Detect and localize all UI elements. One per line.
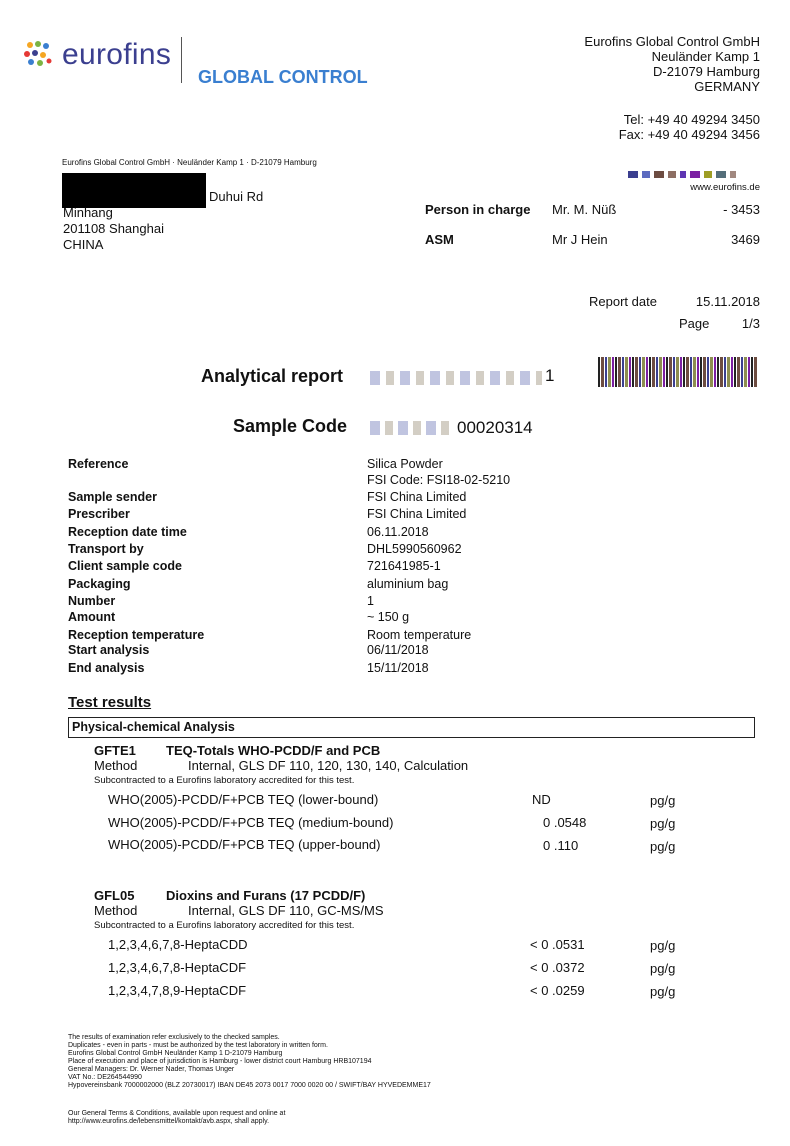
footer-line: VAT No.: DE264544990 <box>68 1074 142 1081</box>
result-value: < 0 .0372 <box>530 960 585 975</box>
test-code: GFTE1 <box>94 743 136 758</box>
field-label: Reference <box>68 457 129 471</box>
footer-legal <box>68 1034 431 1090</box>
method-label: Method <box>94 758 138 773</box>
company-country: GERMANY <box>694 79 760 94</box>
result-value: 0 .110 <box>543 838 579 853</box>
subcontract-note: Subcontracted to a Eurofins laboratory accredited for this test. <box>94 920 355 931</box>
field-value: 15/11/2018 <box>367 661 429 675</box>
field-row <box>68 610 768 626</box>
field-value: 721641985-1 <box>367 559 441 573</box>
asm-ext: 3469 <box>731 232 760 247</box>
sample-code-tail: 00020314 <box>457 418 533 437</box>
blurred-report-number <box>370 371 542 385</box>
test-results-heading: Test results <box>68 694 152 711</box>
result-name: WHO(2005)-PCDD/F+PCB TEQ (lower-bound) <box>108 792 379 807</box>
method-value: Internal, GLS DF 110, 120, 130, 140, Calculation <box>188 758 469 773</box>
subcontract-note: Subcontracted to a Eurofins laboratory accredited for this test. <box>94 775 355 786</box>
result-unit: pg/g <box>650 938 676 953</box>
asm-label: ASM <box>425 232 454 247</box>
recipient-country: CHINA <box>63 237 104 252</box>
field-row <box>68 457 768 473</box>
field-label: Reception date time <box>68 525 187 539</box>
result-unit: pg/g <box>650 793 676 808</box>
field-value: ~ 150 g <box>367 610 410 624</box>
logo-subtitle: GLOBAL CONTROL <box>198 67 368 87</box>
asm-name: Mr J Hein <box>552 232 608 247</box>
field-label: Amount <box>68 610 116 624</box>
field-value: Room temperature <box>367 628 472 642</box>
result-value: ND <box>532 792 551 807</box>
field-row <box>68 643 768 659</box>
footer-terms-link[interactable]: http://www.eurofins.de/lebensmittel/kontakt/avb.aspx, shall apply. <box>68 1118 270 1125</box>
footer-line: Hypovereinsbank 7000002000 (BLZ 20730017) IBAN DE45 2073 0017 7000 0020 00 / SWIFT/BAY HYVEDEMME17 <box>68 1082 431 1089</box>
person-in-charge-name: Mr. M. Nüß <box>552 202 617 217</box>
field-label: Sample sender <box>68 490 157 504</box>
test-code: GFL05 <box>94 888 135 903</box>
sample-code-title: Sample Code <box>233 416 348 436</box>
field-value: 1 <box>367 594 374 608</box>
company-name: Eurofins Global Control GmbH <box>584 34 760 49</box>
result-unit: pg/g <box>650 961 676 976</box>
field-value: aluminium bag <box>367 577 449 591</box>
result-value: < 0 .0259 <box>530 983 585 998</box>
result-unit: pg/g <box>650 984 676 999</box>
field-label: End analysis <box>68 661 145 675</box>
result-name: 1,2,3,4,6,7,8-HeptaCDD <box>108 937 248 952</box>
result-name: 1,2,3,4,7,8,9-HeptaCDF <box>108 983 247 998</box>
field-label: Number <box>68 594 116 608</box>
result-name: 1,2,3,4,6,7,8-HeptaCDF <box>108 960 247 975</box>
field-row <box>68 594 768 610</box>
company-fax: Fax: +49 40 49294 3456 <box>618 127 760 142</box>
field-value: FSI Code: FSI18-02-5210 <box>367 473 511 487</box>
page-label: Page <box>679 316 710 331</box>
analytical-report-title: Analytical report <box>201 366 344 386</box>
field-row <box>68 507 768 523</box>
field-label: Packaging <box>68 577 131 591</box>
result-name: WHO(2005)-PCDD/F+PCB TEQ (medium-bound) <box>108 815 394 830</box>
blurred-sample-code <box>370 421 454 435</box>
field-value: 06.11.2018 <box>367 525 429 539</box>
company-tel: Tel: +49 40 49294 3450 <box>623 112 760 127</box>
field-label: Prescriber <box>68 507 130 521</box>
result-unit: pg/g <box>650 816 676 831</box>
color-stripe-icon <box>628 165 758 172</box>
recipient-street: Duhui Rd <box>209 189 264 204</box>
footer-line: Duplicates - even in parts - must be authorized by the test laboratory in written form. <box>68 1042 328 1049</box>
section-header <box>68 717 755 738</box>
method-label: Method <box>94 903 138 918</box>
field-label: Reception temperature <box>68 628 205 642</box>
footer-terms <box>68 1110 285 1126</box>
footer-line: The results of examination refer exclusively to the checked samples. <box>68 1034 280 1041</box>
person-in-charge-ext: - 3453 <box>723 202 760 217</box>
company-address <box>584 34 760 142</box>
field-value: FSI China Limited <box>367 490 467 504</box>
website: www.eurofins.de <box>690 182 760 193</box>
logo-divider <box>181 37 182 83</box>
company-city: D-21079 Hamburg <box>653 64 760 79</box>
field-row <box>68 628 768 644</box>
report-date-label: Report date <box>589 294 657 309</box>
result-value: 0 .0548 <box>543 815 587 830</box>
redacted-block <box>62 173 206 208</box>
method-value: Internal, GLS DF 110, GC-MS/MS <box>188 903 384 918</box>
field-row <box>68 473 768 489</box>
field-row <box>68 490 768 506</box>
footer-line: Eurofins Global Control GmbH Neuländer Kamp 1 D-21079 Hamburg <box>68 1050 283 1057</box>
page-value: 1/3 <box>741 316 760 331</box>
person-in-charge-label: Person in charge <box>425 202 531 217</box>
section-title: Physical-chemical Analysis <box>72 720 235 734</box>
result-value: < 0 .0531 <box>530 937 585 952</box>
field-row <box>68 542 768 558</box>
footer-terms-line: Our General Terms & Conditions, available upon request and online at <box>68 1110 286 1117</box>
field-label: Transport by <box>68 542 144 556</box>
report-number-tail: 1 <box>545 366 555 385</box>
recipient-city: 201108 Shanghai <box>63 221 164 236</box>
sender-line: Eurofins Global Control GmbH · Neuländer Kamp 1 · D-21079 Hamburg <box>62 158 317 167</box>
result-name: WHO(2005)-PCDD/F+PCB TEQ (upper-bound) <box>108 837 381 852</box>
footer-line: Place of execution and place of jurisdiction is Hamburg - lower district court Hamburg HRB107194 <box>68 1058 372 1065</box>
company-street: Neuländer Kamp 1 <box>651 49 760 64</box>
result-unit: pg/g <box>650 839 676 854</box>
field-label: Client sample code <box>68 559 182 573</box>
eurofins-logo-icon <box>22 40 58 70</box>
field-value: FSI China Limited <box>367 507 467 521</box>
test-title: TEQ-Totals WHO-PCDD/F and PCB <box>166 743 381 758</box>
field-row <box>68 525 768 541</box>
field-value: 06/11/2018 <box>367 643 429 657</box>
field-row <box>68 661 768 677</box>
test-title: Dioxins and Furans (17 PCDD/F) <box>166 888 366 903</box>
field-value: DHL5990560962 <box>367 542 462 556</box>
barcode-icon <box>598 357 758 387</box>
logo-wordmark: eurofins <box>62 38 172 71</box>
field-value: Silica Powder <box>367 457 443 471</box>
field-row <box>68 559 768 575</box>
field-row <box>68 577 768 593</box>
report-date-value: 15.11.2018 <box>695 294 760 309</box>
footer-line: General Managers: Dr. Werner Nader, Thomas Unger <box>68 1066 235 1073</box>
field-label: Start analysis <box>68 643 150 657</box>
recipient-district: Minhang <box>63 205 113 220</box>
